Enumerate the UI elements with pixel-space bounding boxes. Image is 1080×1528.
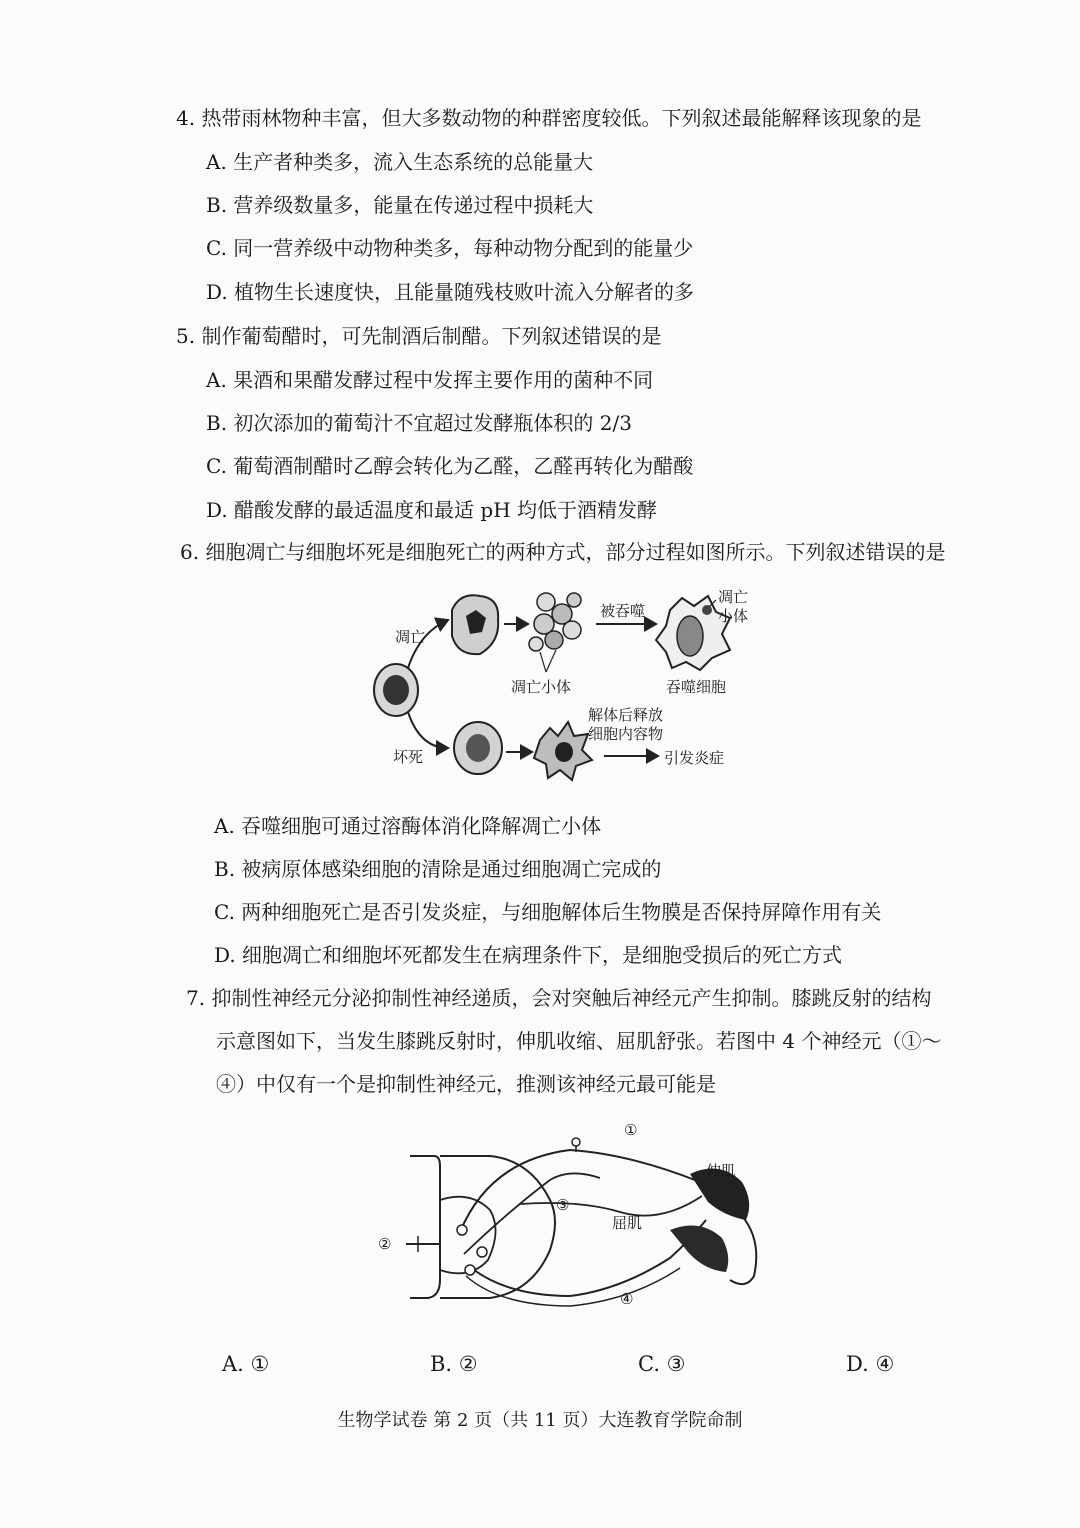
spinal-cord-outline [410, 1156, 440, 1298]
label-release-1: 解体后释放 [588, 706, 664, 724]
q7-option-b: B. ② [430, 1352, 478, 1376]
q6-option-d: D. 细胞凋亡和细胞坏死都发生在病理条件下，是细胞受损后的死亡方式 [214, 943, 843, 967]
q7-option-a: A. ① [222, 1352, 270, 1376]
neuron-1-fiber [460, 1150, 700, 1232]
q4-option-a: A. 生产者种类多，流入生态系统的总能量大 [206, 150, 594, 174]
apoptotic-cell [452, 595, 498, 654]
apoptotic-bodies [529, 593, 581, 651]
q4-stem: 4. 热带雨林物种丰富，但大多数动物的种群密度较低。下列叙述最能解释该现象的是 [176, 106, 922, 130]
label-neuron-3: ③ [556, 1196, 570, 1214]
q6-option-a: A. 吞噬细胞可通过溶酶体消化降解凋亡小体 [214, 814, 602, 838]
label-neuron-2: ② [378, 1235, 392, 1253]
q4-option-c: C. 同一营养级中动物种类多，每种动物分配到的能量少 [206, 236, 694, 260]
q7-stem-line1: 7. 抑制性神经元分泌抑制性神经递质，会对突触后神经元产生抑制。膝跳反射的结构 [186, 986, 932, 1010]
q7-option-d: D. ④ [846, 1352, 895, 1376]
ruptured-cell [534, 722, 592, 780]
label-inflammation: 引发炎症 [664, 749, 725, 767]
label-release-2: 细胞内容物 [588, 725, 664, 743]
label-apoptosis: 凋亡 [395, 628, 426, 646]
q5-stem: 5. 制作葡萄醋时，可先制酒后制醋。下列叙述错误的是 [176, 324, 662, 348]
page-footer: 生物学试卷 第 2 页（共 11 页）大连教育学院命制 [337, 1410, 743, 1431]
q5-option-a: A. 果酒和果醋发酵过程中发挥主要作用的菌种不同 [206, 368, 654, 392]
label-neuron-1: ① [624, 1121, 638, 1139]
q4-option-d: D. 植物生长速度快，且能量随残枝败叶流入分解者的多 [206, 280, 695, 304]
swollen-cell [454, 722, 502, 774]
q7-stem-line2: 示意图如下，当发生膝跳反射时，伸肌收缩、屈肌舒张。若图中 4 个神经元（①～ [216, 1029, 942, 1053]
neuron-3-fiber [464, 1173, 600, 1254]
q5-option-b: B. 初次添加的葡萄汁不宜超过发酵瓶体积的 2/3 [206, 411, 632, 435]
apoptotic-body-pointer [540, 652, 546, 672]
q5-option-d: D. 醋酸发酵的最适温度和最适 pH 均低于酒精发酵 [206, 498, 657, 522]
label-necrosis: 坏死 [393, 748, 424, 766]
q5-option-c: C. 葡萄酒制醋时乙醇会转化为乙醛，乙醛再转化为醋酸 [206, 454, 694, 478]
label-flexor: 屈肌 [612, 1214, 643, 1232]
label-engulfed: 被吞噬 [600, 602, 646, 620]
necrosis-arrow [408, 712, 448, 748]
label-apoptotic-body-top-2: 小体 [718, 607, 749, 625]
q6-stem: 6. 细胞凋亡与细胞坏死是细胞死亡的两种方式，部分过程如图所示。下列叙述错误的是 [180, 540, 946, 564]
original-cell [374, 664, 418, 716]
q7-stem-line3: ④）中仅有一个是抑制性神经元，推测该神经元最可能是 [216, 1072, 716, 1096]
grey-matter [440, 1197, 496, 1274]
q6-option-b: B. 被病原体感染细胞的清除是通过细胞凋亡完成的 [214, 857, 662, 881]
label-neuron-4: ④ [620, 1290, 634, 1308]
q4-option-b: B. 营养级数量多，能量在传递过程中损耗大 [206, 193, 594, 217]
label-apoptotic-body-top-1: 凋亡 [718, 588, 749, 606]
q7-option-c: C. ③ [638, 1352, 686, 1376]
q6-option-c: C. 两种细胞死亡是否引发炎症，与细胞解体后生物膜是否保持屏障作用有关 [214, 900, 882, 924]
label-apoptotic-body: 凋亡小体 [511, 678, 572, 696]
cell-death-figure [360, 580, 760, 790]
ganglion-cell-body [572, 1138, 580, 1146]
knee-reflex-figure [370, 1120, 780, 1320]
knee-reflex-diagram [370, 1120, 780, 1320]
label-extensor: 伸肌 [706, 1162, 737, 1180]
label-phagocyte: 吞噬细胞 [666, 678, 727, 696]
leg-bone [730, 1216, 756, 1284]
